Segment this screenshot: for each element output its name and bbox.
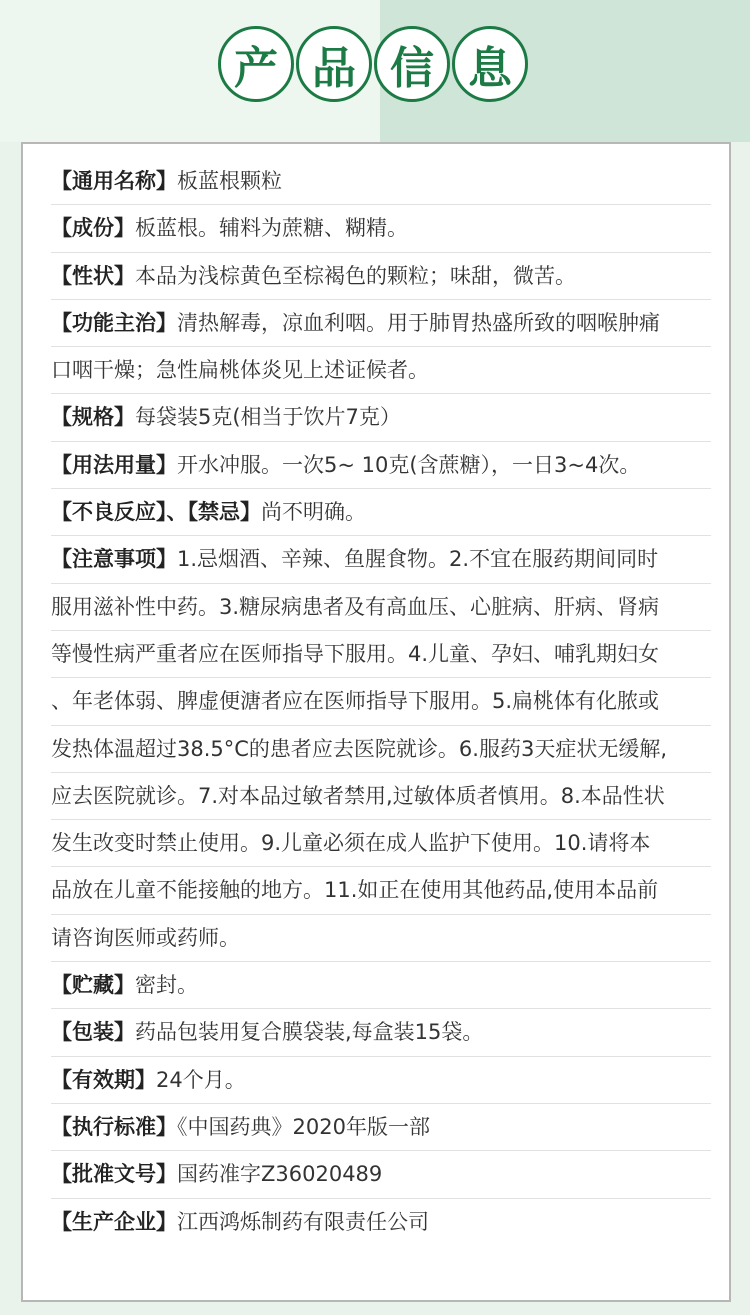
info-row xyxy=(51,773,711,820)
info-label: 【性状】 xyxy=(51,263,135,288)
info-value: 请咨询医师或药师。 xyxy=(51,925,240,950)
info-label: 【有效期】 xyxy=(51,1067,156,1092)
info-value: 1.忌烟酒、辛辣、鱼腥食物。2.不宜在服药期间同时 xyxy=(177,547,659,572)
info-row xyxy=(51,962,711,1009)
info-label: 【生产企业】 xyxy=(51,1209,177,1234)
info-row xyxy=(51,820,711,867)
info-row xyxy=(51,158,711,205)
info-value: 、年老体弱、脾虚便溏者应在医师指导下服用。5.扁桃体有化脓或 xyxy=(51,689,660,714)
info-row xyxy=(51,915,711,962)
title-char: 信 xyxy=(374,26,450,102)
info-value: 板蓝根。辅料为蔗糖、糊精。 xyxy=(135,216,408,241)
title-char: 产 xyxy=(218,26,294,102)
info-row xyxy=(51,536,711,583)
info-value: 药品包装用复合膜袋装,每盒装15袋。 xyxy=(135,1020,484,1045)
info-value: 等慢性病严重者应在医师指导下服用。4.儿童、孕妇、哺乳期妇女 xyxy=(51,641,660,666)
info-label: 【规格】 xyxy=(51,405,135,430)
info-label: 【功能主治】 xyxy=(51,310,177,335)
info-value: 《中国药典》2020年版一部 xyxy=(177,1114,430,1139)
info-row xyxy=(51,631,711,678)
info-value: 清热解毒，凉血利咽。用于肺胃热盛所致的咽喉肿痛 xyxy=(177,310,660,335)
info-label: 【成份】 xyxy=(51,216,135,241)
info-label: 【通用名称】 xyxy=(51,169,177,193)
info-value: 服用滋补性中药。3.糖尿病患者及有高血压、心脏病、肝病、肾病 xyxy=(51,594,660,619)
info-value: 应去医院就诊。7.对本品过敏者禁用,过敏体质者慎用。8.本品性状 xyxy=(51,783,665,808)
info-value: 国药准字Z36020489 xyxy=(177,1162,383,1187)
info-label: 【注意事项】 xyxy=(51,547,177,572)
title-char: 息 xyxy=(452,26,528,102)
info-label: 【批准文号】 xyxy=(51,1162,177,1187)
info-value: 口咽干燥；急性扁桃体炎见上述证候者。 xyxy=(51,358,429,383)
info-value: 板蓝根颗粒 xyxy=(177,169,282,193)
info-list xyxy=(51,158,711,1245)
info-label: 【贮藏】 xyxy=(51,973,135,998)
info-value: 本品为浅棕黄色至棕褐色的颗粒；味甜，微苦。 xyxy=(135,263,576,288)
info-label: 【不良反应】、【禁忌】 xyxy=(51,500,261,525)
title-char: 品 xyxy=(296,26,372,102)
info-value: 开水冲服。一次5~ 10克(含蔗糖），一日3~4次。 xyxy=(177,452,641,477)
info-label: 【执行标准】 xyxy=(51,1114,177,1139)
info-row xyxy=(51,1199,711,1245)
info-row xyxy=(51,489,711,536)
info-row xyxy=(51,584,711,631)
info-value: 24个月。 xyxy=(156,1067,246,1092)
info-row xyxy=(51,1104,711,1151)
info-row xyxy=(51,726,711,773)
info-value: 江西鸿烁制药有限责任公司 xyxy=(177,1209,429,1234)
info-card xyxy=(21,142,731,1302)
page-title xyxy=(218,22,532,108)
info-value: 品放在儿童不能接触的地方。11.如正在使用其他药品,使用本品前 xyxy=(51,878,659,903)
info-row xyxy=(51,1009,711,1056)
info-row xyxy=(51,442,711,489)
info-row xyxy=(51,1151,711,1198)
info-row xyxy=(51,300,711,347)
info-value: 尚不明确。 xyxy=(261,500,366,525)
info-row xyxy=(51,205,711,252)
info-label: 【包装】 xyxy=(51,1020,135,1045)
info-row xyxy=(51,253,711,300)
info-row xyxy=(51,394,711,441)
info-row xyxy=(51,678,711,725)
info-value: 每袋装5克(相当于饮片7克） xyxy=(135,405,401,430)
info-row xyxy=(51,1057,711,1104)
info-label: 【用法用量】 xyxy=(51,452,177,477)
info-value: 密封。 xyxy=(135,973,198,998)
info-row xyxy=(51,867,711,914)
info-value: 发热体温超过38.5°C的患者应去医院就诊。6.服药3天症状无缓解, xyxy=(51,736,667,761)
info-value: 发生改变时禁止使用。9.儿童必须在成人监护下使用。10.请将本 xyxy=(51,831,651,856)
info-row xyxy=(51,347,711,394)
